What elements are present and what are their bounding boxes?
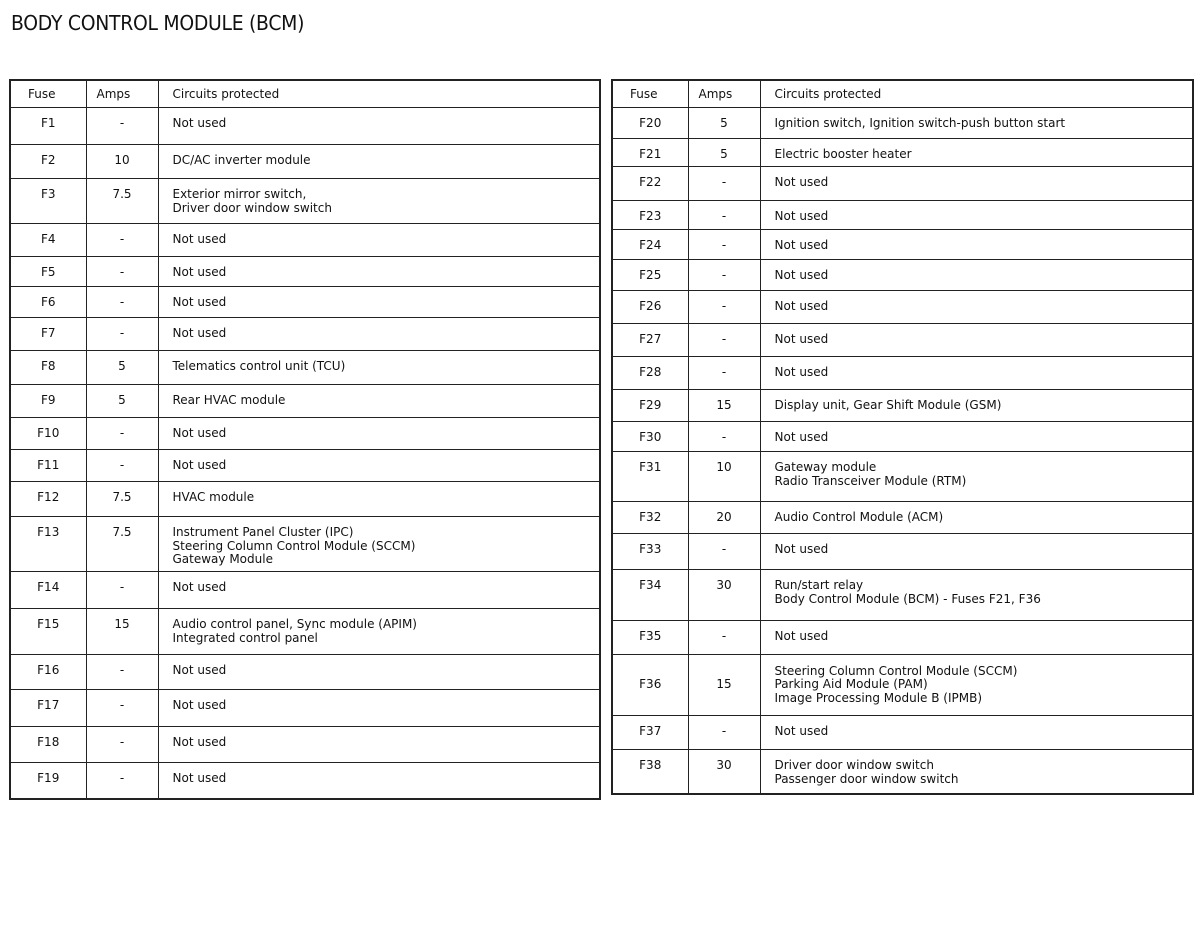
table-row [10, 690, 600, 727]
table-row [612, 716, 1193, 750]
circuits-cell: Electric booster heater [760, 139, 1193, 167]
fuse-cell: F34 [612, 570, 688, 621]
table-row [612, 390, 1193, 422]
table-row [10, 287, 600, 318]
amps-cell: 20 [688, 502, 760, 534]
circuits-cell: Not used [158, 690, 600, 727]
amps-cell: - [688, 230, 760, 260]
amps-cell: - [86, 224, 158, 257]
fuse-cell: F23 [612, 201, 688, 230]
table-row [10, 517, 600, 572]
circuits-cell: Rear HVAC module [158, 385, 600, 418]
circuits-cell: Gateway module Radio Transceiver Module (RTM) [760, 452, 1193, 502]
table-row [612, 324, 1193, 357]
amps-cell: 5 [688, 139, 760, 167]
fuse-table-right-body [612, 108, 1193, 794]
circuits-cell: Not used [760, 230, 1193, 260]
header-amps: Amps [86, 80, 158, 108]
amps-cell: - [86, 318, 158, 351]
fuse-cell: F9 [10, 385, 86, 418]
table-row [612, 534, 1193, 570]
table-row [612, 750, 1193, 794]
table-row [10, 763, 600, 799]
fuse-cell: F10 [10, 418, 86, 450]
page-title: BODY CONTROL MODULE (BCM) [11, 11, 305, 35]
fuse-cell: F33 [612, 534, 688, 570]
fuse-cell: F3 [10, 179, 86, 224]
fuse-cell: F12 [10, 482, 86, 517]
fuse-cell: F8 [10, 351, 86, 385]
circuits-cell: Not used [158, 572, 600, 609]
fuse-cell: F6 [10, 287, 86, 318]
fuse-cell: F28 [612, 357, 688, 390]
circuits-cell: Not used [158, 418, 600, 450]
circuits-cell: Ignition switch, Ignition switch-push button start [760, 108, 1193, 139]
fuse-cell: F27 [612, 324, 688, 357]
fuse-cell: F17 [10, 690, 86, 727]
amps-cell: 15 [688, 390, 760, 422]
fuse-cell: F2 [10, 145, 86, 179]
amps-cell: - [86, 727, 158, 763]
circuits-cell: Not used [760, 422, 1193, 452]
circuits-cell: Exterior mirror switch, Driver door window switch [158, 179, 600, 224]
fuse-cell: F38 [612, 750, 688, 794]
circuits-cell: Not used [158, 727, 600, 763]
table-row [612, 139, 1193, 167]
fuse-cell: F19 [10, 763, 86, 799]
amps-cell: - [86, 572, 158, 609]
fuse-cell: F26 [612, 291, 688, 324]
table-row [10, 145, 600, 179]
table-row [612, 621, 1193, 655]
amps-cell: - [86, 108, 158, 145]
fuse-cell: F22 [612, 167, 688, 201]
amps-cell: 30 [688, 570, 760, 621]
amps-cell: - [86, 418, 158, 450]
table-header-row [10, 80, 600, 108]
fuse-cell: F4 [10, 224, 86, 257]
table-row [10, 482, 600, 517]
table-row [612, 422, 1193, 452]
header-fuse: Fuse [612, 80, 688, 108]
fuse-cell: F13 [10, 517, 86, 572]
fuse-cell: F11 [10, 450, 86, 482]
fuse-table-right [611, 79, 1194, 795]
circuits-cell: Display unit, Gear Shift Module (GSM) [760, 390, 1193, 422]
table-row [10, 257, 600, 287]
circuits-cell: Audio Control Module (ACM) [760, 502, 1193, 534]
circuits-cell: Not used [158, 108, 600, 145]
table-row [612, 502, 1193, 534]
circuits-cell: Steering Column Control Module (SCCM) Parking Aid Module (PAM) Image Processing Module B (IPMB) [760, 655, 1193, 716]
circuits-cell: HVAC module [158, 482, 600, 517]
circuits-cell: Not used [158, 287, 600, 318]
circuits-cell: Not used [760, 716, 1193, 750]
table-header-row [612, 80, 1193, 108]
circuits-cell: Not used [158, 318, 600, 351]
table-row [612, 260, 1193, 291]
fuse-table-left [9, 79, 601, 800]
table-row [612, 655, 1193, 716]
circuits-cell: Telematics control unit (TCU) [158, 351, 600, 385]
table-row [10, 318, 600, 351]
circuits-cell: Not used [760, 534, 1193, 570]
table-row [10, 572, 600, 609]
circuits-cell: Not used [158, 450, 600, 482]
circuits-cell: Not used [760, 167, 1193, 201]
fuse-cell: F35 [612, 621, 688, 655]
fuse-cell: F36 [612, 655, 688, 716]
table-row [612, 570, 1193, 621]
table-row [10, 418, 600, 450]
amps-cell: - [86, 655, 158, 690]
circuits-cell: Driver door window switch Passenger door window switch [760, 750, 1193, 794]
amps-cell: 5 [86, 385, 158, 418]
fuse-cell: F16 [10, 655, 86, 690]
table-row [612, 201, 1193, 230]
circuits-cell: Not used [760, 357, 1193, 390]
fuse-cell: F25 [612, 260, 688, 291]
table-row [10, 385, 600, 418]
fuse-cell: F5 [10, 257, 86, 287]
table-row [10, 450, 600, 482]
amps-cell: 5 [688, 108, 760, 139]
table-row [612, 230, 1193, 260]
amps-cell: 15 [688, 655, 760, 716]
amps-cell: - [86, 287, 158, 318]
amps-cell: - [688, 167, 760, 201]
table-row [10, 351, 600, 385]
amps-cell: 15 [86, 609, 158, 655]
amps-cell: 10 [86, 145, 158, 179]
amps-cell: - [86, 690, 158, 727]
amps-cell: 7.5 [86, 482, 158, 517]
fuse-cell: F20 [612, 108, 688, 139]
circuits-cell: Not used [158, 763, 600, 799]
fuse-cell: F31 [612, 452, 688, 502]
amps-cell: - [688, 324, 760, 357]
circuits-cell: Audio control panel, Sync module (APIM) Integrated control panel [158, 609, 600, 655]
table-row [612, 108, 1193, 139]
table-row [612, 357, 1193, 390]
table-row [612, 167, 1193, 201]
header-fuse: Fuse [10, 80, 86, 108]
fuse-cell: F18 [10, 727, 86, 763]
amps-cell: - [688, 201, 760, 230]
fuse-cell: F14 [10, 572, 86, 609]
amps-cell: - [688, 422, 760, 452]
fuse-cell: F37 [612, 716, 688, 750]
table-row [612, 452, 1193, 502]
table-row [10, 224, 600, 257]
circuits-cell: Instrument Panel Cluster (IPC) Steering Column Control Module (SCCM) Gateway Module [158, 517, 600, 572]
fuse-cell: F7 [10, 318, 86, 351]
table-row [612, 291, 1193, 324]
amps-cell: - [688, 716, 760, 750]
circuits-cell: Not used [760, 201, 1193, 230]
amps-cell: - [688, 291, 760, 324]
circuits-cell: Not used [760, 621, 1193, 655]
circuits-cell: Run/start relay Body Control Module (BCM) - Fuses F21, F36 [760, 570, 1193, 621]
circuits-cell: Not used [760, 291, 1193, 324]
table-row [10, 727, 600, 763]
fuse-cell: F15 [10, 609, 86, 655]
amps-cell: 5 [86, 351, 158, 385]
amps-cell: - [688, 260, 760, 291]
fuse-cell: F29 [612, 390, 688, 422]
table-row [10, 108, 600, 145]
amps-cell: - [86, 257, 158, 287]
circuits-cell: DC/AC inverter module [158, 145, 600, 179]
header-amps: Amps [688, 80, 760, 108]
circuits-cell: Not used [158, 655, 600, 690]
fuse-table-left-body [10, 108, 600, 799]
fuse-cell: F21 [612, 139, 688, 167]
fuse-cell: F1 [10, 108, 86, 145]
amps-cell: 30 [688, 750, 760, 794]
circuits-cell: Not used [760, 260, 1193, 291]
amps-cell: - [86, 763, 158, 799]
table-row [10, 179, 600, 224]
fuse-cell: F24 [612, 230, 688, 260]
circuits-cell: Not used [158, 224, 600, 257]
amps-cell: - [86, 450, 158, 482]
fuse-cell: F32 [612, 502, 688, 534]
header-circuits: Circuits protected [760, 80, 1193, 108]
table-row [10, 655, 600, 690]
amps-cell: 10 [688, 452, 760, 502]
circuits-cell: Not used [158, 257, 600, 287]
amps-cell: - [688, 357, 760, 390]
amps-cell: 7.5 [86, 517, 158, 572]
table-row [10, 609, 600, 655]
amps-cell: 7.5 [86, 179, 158, 224]
amps-cell: - [688, 621, 760, 655]
circuits-cell: Not used [760, 324, 1193, 357]
amps-cell: - [688, 534, 760, 570]
fuse-cell: F30 [612, 422, 688, 452]
header-circuits: Circuits protected [158, 80, 600, 108]
